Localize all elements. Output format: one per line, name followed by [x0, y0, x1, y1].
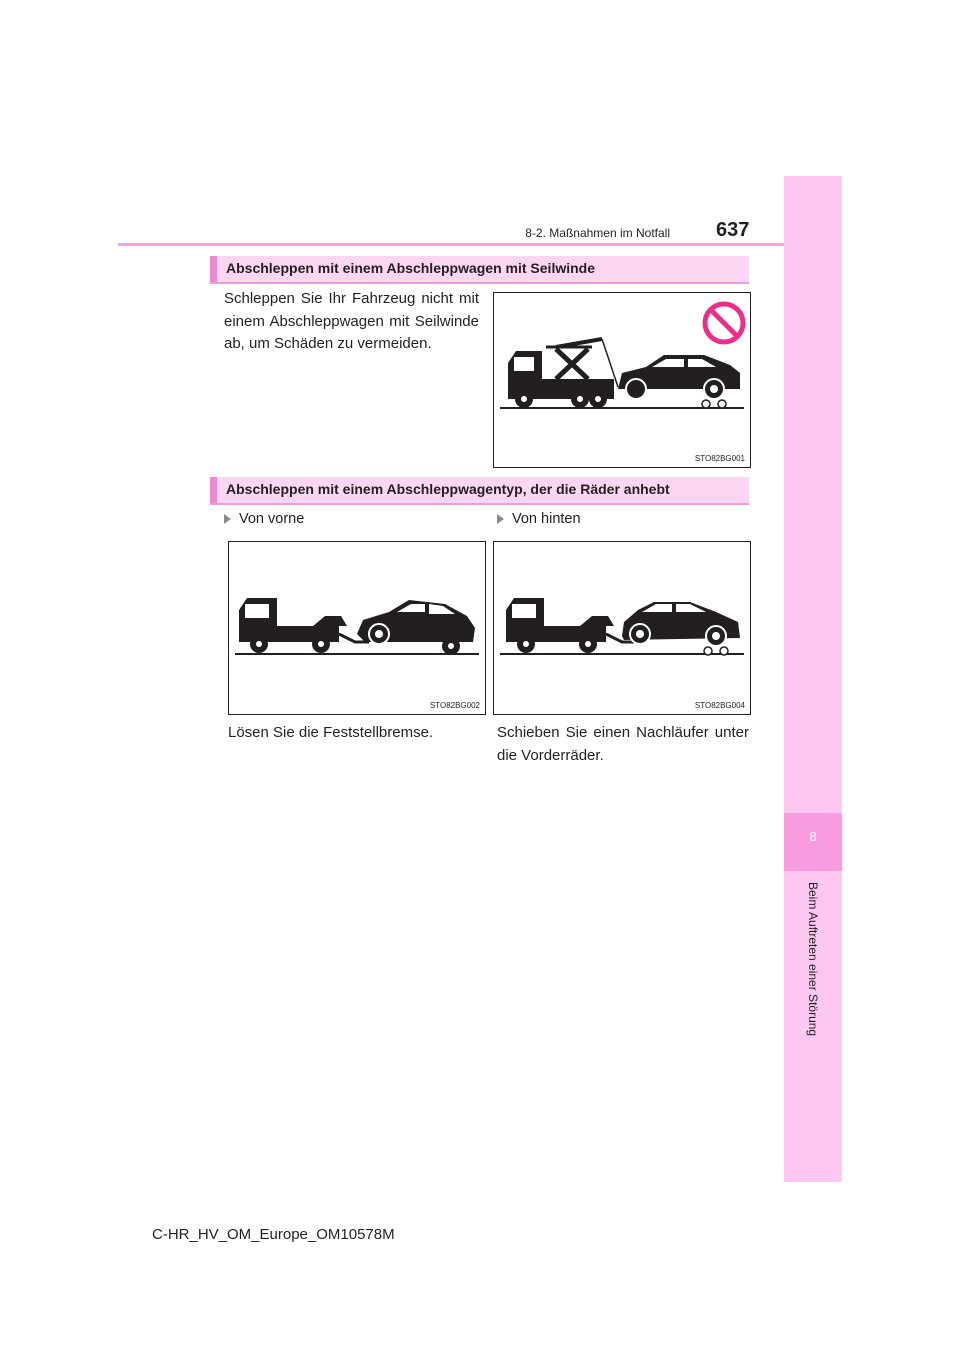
header-rule: [118, 243, 784, 246]
figure-code: STO82BG002: [429, 701, 480, 710]
heading-bar: [210, 256, 217, 282]
heading-bar: [210, 477, 217, 503]
figure-code: STO82BG004: [694, 701, 745, 710]
document-code: C-HR_HV_OM_Europe_OM10578M: [152, 1226, 395, 1243]
triangle-bullet-icon: [497, 514, 504, 524]
section-title: 8-2. Maßnahmen im Notfall: [525, 226, 670, 240]
figure-tow-front: [228, 541, 486, 715]
figure-code: STO82BG001: [694, 454, 745, 463]
triangle-bullet-icon: [224, 514, 231, 524]
section-heading-text: Abschleppen mit einem Abschleppwagentyp, der die Räder anhebt: [226, 481, 670, 497]
tow-front-illustration: [229, 542, 485, 714]
caption-rear: Schieben Sie einen Nachläufer unter die Vorderräder.: [497, 724, 749, 764]
winch-truck-illustration: [494, 293, 750, 467]
bullet-front: [224, 511, 304, 527]
bullet-rear: [497, 511, 581, 527]
prohibited-icon: [705, 304, 743, 342]
winch-warning-text: Schleppen Sie Ihr Fahrzeug nicht mit einem Abschleppwagen mit Seilwinde ab, um Schäden zu vermeiden.: [224, 290, 479, 352]
section-heading-text: Abschleppen mit einem Abschleppwagen mit Seilwinde: [226, 260, 595, 276]
section-heading-wheel-lift: [210, 477, 749, 505]
caption-front: Lösen Sie die Feststellbremse.: [228, 724, 434, 741]
figure-tow-rear: [493, 541, 751, 715]
figure-winch-truck: [493, 292, 751, 468]
bullet-front-label: Von vorne: [239, 511, 305, 527]
chapter-number: 8: [809, 829, 817, 844]
page-number: 637: [716, 219, 750, 241]
chapter-title: Beim Auftreten einer Störung: [806, 882, 820, 1037]
bullet-rear-label: Von hinten: [512, 511, 581, 527]
tow-rear-illustration: [494, 542, 750, 714]
section-heading-winch: [210, 256, 749, 284]
